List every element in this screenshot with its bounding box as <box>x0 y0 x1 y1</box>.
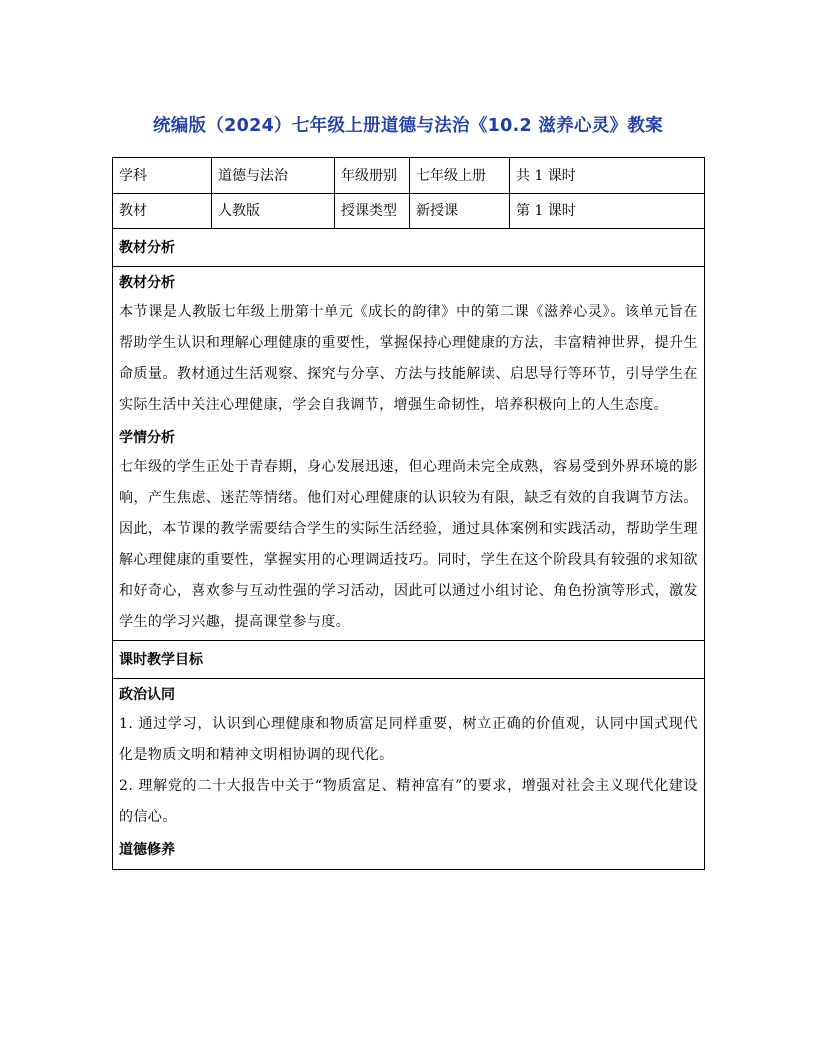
subheading-student-analysis: 学情分析 <box>119 430 175 446</box>
subheading-material-analysis: 教材分析 <box>119 275 175 291</box>
section-content-row <box>113 267 705 641</box>
document-title: 统编版（2024）七年级上册道德与法治《10.2 滋养心灵》教案 <box>152 116 664 136</box>
value-textbook: 人教版 <box>212 194 335 229</box>
value-total-periods: 共 1 课时 <box>510 158 705 194</box>
subheading-political-identity: 政治认同 <box>119 687 175 703</box>
value-subject: 道德与法治 <box>212 158 335 194</box>
section-content-row <box>113 679 705 870</box>
section-heading-objectives: 课时教学目标 <box>113 641 705 679</box>
info-row-textbook <box>113 194 705 229</box>
value-lesson-type: 新授课 <box>410 194 510 229</box>
material-analysis-text: 本节课是人教版七年级上册第十单元《成长的韵律》中的第二课《滋养心灵》。该单元旨在帮助学生认识和理解心理健康的重要性，掌握保持心理健康的方法，丰富精神世界，提升生命质量。教材通过生活观察、探究与分享、方法与技能解读、启思导行等环节，引导学生在实际生活中关注心理健康，学会自我调节，增强生命韧性，培养积极向上的人生态度。 <box>119 304 698 413</box>
section-heading-row <box>113 641 705 679</box>
objective-item-1: 1. 通过学习，认识到心理健康和物质富足同样重要，树立正确的价值观，认同中国式现代化是物质文明和精神文明相协调的现代化。 <box>119 716 698 763</box>
label-textbook: 教材 <box>113 194 212 229</box>
objectives-cell <box>113 679 705 870</box>
lesson-plan-table <box>112 157 705 870</box>
label-lesson-type: 授课类型 <box>335 194 410 229</box>
subheading-moral-cultivation: 道德修养 <box>119 842 175 858</box>
section-heading-material: 教材分析 <box>113 229 705 267</box>
label-grade: 年级册别 <box>335 158 410 194</box>
value-grade: 七年级上册 <box>410 158 510 194</box>
section-heading-row <box>113 229 705 267</box>
student-analysis-text: 七年级的学生正处于青春期，身心发展迅速，但心理尚未完全成熟，容易受到外界环境的影响，产生焦虑、迷茫等情绪。他们对心理健康的认识较为有限，缺乏有效的自我调节方法。因此，本节课的教学需要结合学生的实际生活经验，通过具体案例和实践活动，帮助学生理解心理健康的重要性，掌握实用的心理调适技巧。同时，学生在这个阶段具有较强的求知欲和好奇心，喜欢参与互动性强的学习活动，因此可以通过小组讨论、角色扮演等形式，激发学生的学习兴趣，提高课堂参与度。 <box>119 459 698 630</box>
objective-item-2: 2. 理解党的二十大报告中关于“物质富足、精神富有”的要求，增强对社会主义现代化建设的信心。 <box>119 778 698 825</box>
label-subject: 学科 <box>113 158 212 194</box>
material-analysis-cell <box>113 267 705 641</box>
info-row-subject <box>113 158 705 194</box>
value-period-number: 第 1 课时 <box>510 194 705 229</box>
